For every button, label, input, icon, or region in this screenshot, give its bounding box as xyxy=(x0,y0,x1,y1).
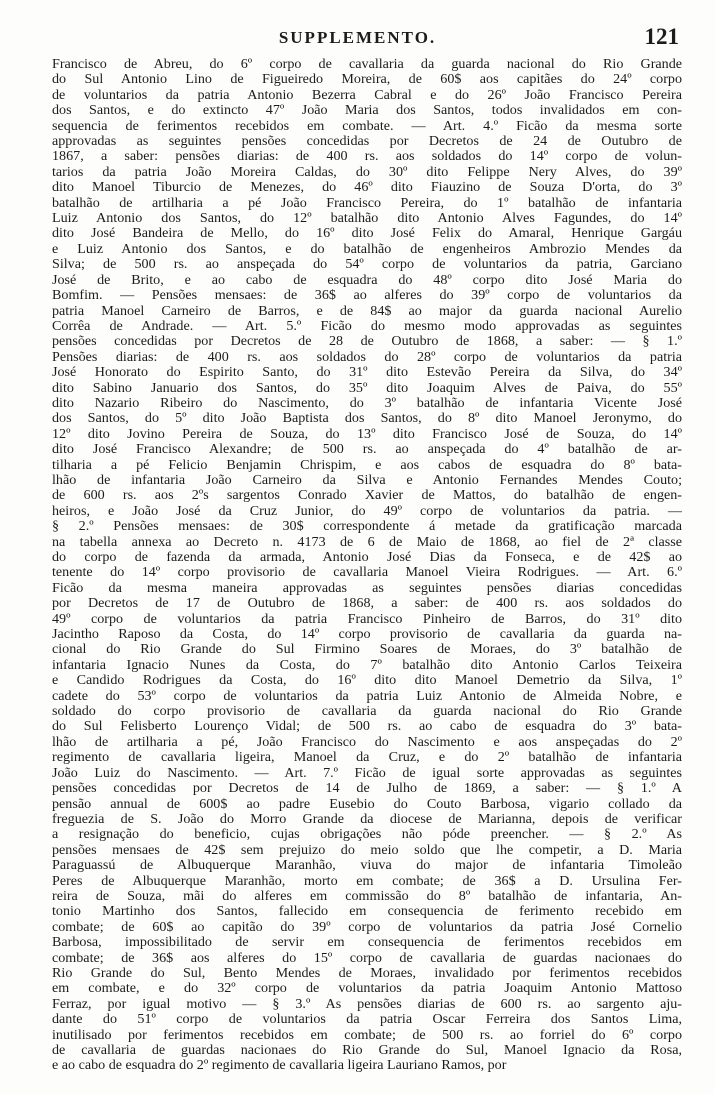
text-line: Luiz Antonio dos Santos, do 12º batalhão dito Antonio Alves Fagundes, do 14º xyxy=(52,211,682,227)
text-line: a resignação do beneficio, cujas obrigações não póde preencher. — § 2.º As xyxy=(52,827,682,843)
text-line: Barbosa, impossibilitado de servir em consequencia de ferimentos recebidos em xyxy=(52,935,682,951)
text-line: dito José Francisco Alexandre; de 500 rs. ao anspeçada do 4º batalhão de ar- xyxy=(52,442,682,458)
text-line: Peres de Albuquerque Maranhão, morto em combate; de 36$ a D. Ursulina Fer- xyxy=(52,873,682,889)
text-line: Ferraz, por igual motivo — § 3.º As pensões diarias de 600 rs. ao sargento aju- xyxy=(52,996,682,1012)
text-line: inutilisado por ferimentos recebidos em combate; de 500 rs. ao forriel do 6º corpo xyxy=(52,1027,682,1043)
text-line: do Sul Antonio Lino de Figueiredo Moreira, de 60$ aos capitães do 24º corpo xyxy=(52,72,682,88)
text-line: freguezia de S. João do Morro Grande da diocese de Marianna, depois de verificar xyxy=(52,811,682,827)
text-line: José Honorato do Espirito Santo, do 31º dito Estevão Pereira da Silva, do 34º xyxy=(52,365,682,381)
text-line: regimento de cavallaria ligeira, Manoel da Cruz, e do 2º batalhão de infantaria xyxy=(52,750,682,766)
text-line: dito José Bandeira de Mello, do 16º dito José Felix do Amaral, Henrique Gargáu xyxy=(52,226,682,242)
text-line: João Luiz do Nascimento. — Art. 7.º Ficão de igual sorte approvadas as seguintes xyxy=(52,765,682,781)
text-line: dos Santos, do 5º dito João Baptista dos Santos, do 8º dito Manoel Jeronymo, do xyxy=(52,411,682,427)
text-line: de cavallaria de guardas nacionaes do Rio Grande do Sul, Manoel Ignacio da Rosa, xyxy=(52,1043,682,1058)
text-line: approvadas as seguintes pensões concedidas por Decretos de 24 de Outubro de xyxy=(52,134,682,150)
text-line: Ficão da mesma maneira approvadas as seguintes pensões diarias concedidas xyxy=(52,580,682,596)
text-line: combate; de 36$ aos alferes do 15º corpo de cavallaria de guardas nacionaes do xyxy=(52,950,682,966)
text-line: tonio Martinho dos Santos, fallecido em consequencia de ferimento recebido em xyxy=(52,904,682,920)
text-line: e ao cabo de esquadra do 2º regimento de cavallaria ligeira Lauriano Ramos, por xyxy=(52,1058,507,1074)
text-line: tilharia a pé Felicio Benjamin Chrispim, e aos cabos de esquadra do 8º bata- xyxy=(52,457,682,473)
text-line: em combate, e do 32º corpo de voluntarios da patria Joaquim Antonio Mattoso xyxy=(52,981,682,997)
text-line: Jacintho Raposo da Costa, do 14º corpo provisorio de cavallaria da guarda na- xyxy=(52,627,682,643)
text-line: Francisco de Abreu, do 6º corpo de cavallaria da guarda nacional do Rio Grande xyxy=(52,57,682,72)
page-number: 121 xyxy=(644,24,679,49)
text-line: na tabella annexa ao Decreto n. 4173 de 6 de Maio de 1868, ao fiel de 2ª classe xyxy=(52,534,682,550)
text-line: Paraguassú de Albuquerque Maranhão, viuva do major de infantaria Timoleão xyxy=(52,858,682,874)
text-line: lhão de infantaria João Carneiro da Silva e Antonio Fernandes Mendes Couto; xyxy=(52,472,682,488)
text-line: 12º dito Jovino Pereira de Souza, do 13º dito Francisco José de Souza, do 14º xyxy=(52,426,682,442)
text-line: Pensões diarias: de 400 rs. aos soldados do 28º corpo de voluntarios da patria xyxy=(52,349,682,365)
text-line: e Candido Rodrigues da Costa, do 16º dito dito Manoel Demetrio da Silva, 1º xyxy=(52,673,682,689)
text-line: batalhão de artilharia a pé João Francisco Pereira, do 1º batalhão de infantaria xyxy=(52,195,682,211)
text-line: cional do Rio Grande do Sul Firmino Soares de Moraes, do 3º batalhão de xyxy=(52,642,682,658)
text-line: heiros, e João José da Cruz Junior, do 49º corpo de voluntarios da patria. — xyxy=(52,503,682,519)
text-line: Silva; de 500 rs. ao anspeçada do 54º corpo de voluntarios da patria, Garciano xyxy=(52,257,682,273)
text-line: Corrêa de Andrade. — Art. 5.º Ficão do mesmo modo approvadas as seguintes xyxy=(52,318,682,334)
text-line: pensões concedidas por Decretos de 28 de Outubro de 1868, a saber: — § 1.º xyxy=(52,334,682,350)
text-line: patria Manoel Carneiro de Barros, e de 84$ ao major da guarda nacional Aurelio xyxy=(52,303,682,319)
text-line: pensões mensaes de 42$ sem prejuizo do meio soldo que lhe competir, a D. Maria xyxy=(52,842,682,858)
text-line: Bomfim. — Pensões mensaes: de 36$ ao alferes do 39º corpo de voluntarios da xyxy=(52,288,682,304)
text-line: combate; de 60$ ao capitão do 39º corpo de voluntarios da patria José Cornelio xyxy=(52,919,682,935)
text-line: e Luiz Antonio dos Santos, e do batalhão de engenheiros Ambrozio Mendes da xyxy=(52,241,682,257)
text-line: dito Manoel Tiburcio de Menezes, do 46º dito Fiauzino de Souza D'orta, do 3º xyxy=(52,180,682,196)
text-line: do Sul Felisberto Lourenço Vidal; de 500 rs. ao cabo de esquadra do 3º bata- xyxy=(52,719,682,735)
text-line: 49º corpo de voluntarios da patria Francisco Pinheiro de Barros, do 31º dito xyxy=(52,611,682,627)
text-line: tenente do 14º corpo provisorio de cavallaria Manoel Vieira Rodrigues. — Art. 6.º xyxy=(52,565,682,581)
text-line: do corpo de fazenda da armada, Antonio José Dias da Fonseca, e de 42$ ao xyxy=(52,550,682,565)
text-line: infantaria Ignacio Nunes da Costa, do 7º batalhão dito Antonio Carlos Teixeira xyxy=(52,657,682,673)
text-line: § 2.º Pensões mensaes: de 30$ correspondente á metade da gratificação marcada xyxy=(52,519,682,535)
page-header xyxy=(0,24,715,52)
running-title: SUPPLEMENTO. xyxy=(278,28,437,47)
text-line: dante do 51º corpo de voluntarios da patria Oscar Ferreira dos Santos Lima, xyxy=(52,1012,682,1028)
text-line: dito Sabino Januario dos Santos, do 35º dito Joaquim Alves de Paiva, do 55º xyxy=(52,380,682,396)
text-line: de 600 rs. aos 2ºs sargentos Conrado Xavier de Mattos, do batalhão de engen- xyxy=(52,488,682,504)
text-line: por Decretos de 17 de Outubro de 1868, a saber: de 400 rs. aos soldados do xyxy=(52,596,682,612)
body-text xyxy=(52,57,682,1074)
text-line: 1867, a saber: pensões diarias: de 400 rs. aos soldados do 14º corpo de volun- xyxy=(52,149,682,165)
text-line: pensões concedidas por Decretos de 14 de Julho de 1869, a saber: — § 1.º A xyxy=(52,781,682,797)
text-line: tarios da patria João Moreira Caldas, do 30º dito Felippe Nery Alves, do 39º xyxy=(52,164,682,180)
text-line: soldado do corpo provisorio de cavallaria da guarda nacional do Rio Grande xyxy=(52,704,682,720)
text-line: cadete do 53º corpo de voluntarios da patria Luiz Antonio de Almeida Nobre, e xyxy=(52,688,682,704)
text-line: sequencia de ferimentos recebidos em combate. — Art. 4.º Ficão da mesma sorte xyxy=(52,118,682,134)
text-line: José de Brito, e ao cabo de esquadra do 48º corpo dito José Maria do xyxy=(52,272,682,288)
text-line: dito Nazario Ribeiro do Nascimento, do 3º batalhão de infantaria Vicente José xyxy=(52,395,682,411)
text-line: reira de Souza, mãi do alferes em commissão do 8º batalhão de infantaria, An- xyxy=(52,888,682,904)
text-line: lhão de artilharia a pé, João Francisco do Nascimento e aos anspeçadas do 2º xyxy=(52,734,682,750)
text-line: dos Santos, e do extincto 47º João Maria dos Santos, todos invalidados em con- xyxy=(52,103,682,119)
text-line: de voluntarios da patria Antonio Bezerra Cabral e do 26º João Francisco Pereira xyxy=(52,87,682,103)
text-line: Rio Grande do Sul, Bento Mendes de Moraes, invalidado por ferimentos recebidos xyxy=(52,965,682,981)
text-line: pensão annual de 600$ ao padre Eusebio do Couto Barbosa, vigario collado da xyxy=(52,796,682,812)
